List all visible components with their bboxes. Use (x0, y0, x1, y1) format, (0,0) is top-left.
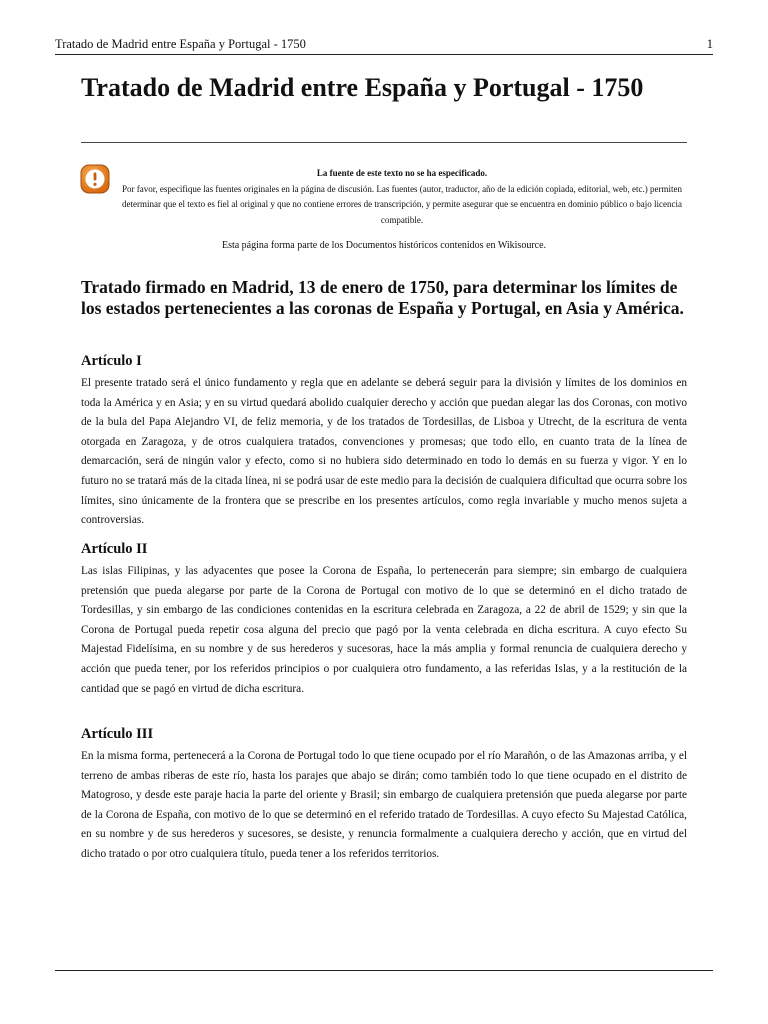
running-header-title: Tratado de Madrid entre España y Portugal - 1750 (55, 37, 306, 51)
warning-icon (80, 164, 110, 194)
article-1-text: El presente tratado será el único fundamento y regla que en adelante se deberá seguir para la división y límites de los dominios en toda la América y en Asia; y en su virtud quedará abolido cualquier derecho y acción que puedan alegar las dos Coronas, con motivo de la bula del Papa Alejandro VI, de feliz memoria, y de los tratados de Tordesillas, de Lisboa y Utrecht, de la escritura de venta otorgada en Zaragoza, y de otros cualquiera tratados, convenciones y promesas; que todo ello, en cuanto trata de la línea de demarcación, será de ningún valor y efecto, como si no hubiera sido determinado en todo lo demás en su fuerza y vigor. Y en lo futuro no se tratará más de la citada línea, ni se podrá usar de este medio para la decisión de cualquiera dificultad que ocurra sobre los límites, sino únicamente de la frontera que se prescribe en los presentes artículos, como regla invariable y mucho menos sujeta a controversias. (81, 377, 687, 527)
article-2-heading: Artículo II (81, 541, 148, 557)
article-2-text: Las islas Filipinas, y las adyacentes que posee la Corona de España, lo pertenecerán para siempre; sin embargo de cualquiera pretensión que pueda alegarse por parte de la Corona de Portugal con motivo de lo que se determinó en el dicho tratado de Tordesillas, y sin embargo de las condiciones contenidas en la escritura celebrada en Zaragoza, a 22 de abril de 1529; y sin que la Corona de Portugal pueda repetir cosa alguna del precio que pagó por la venta celebrada en dicha escritura. A cuyo efecto Su Majestad Fidelísima, en su nombre y de sus herederos y sucesoras, hace la más amplia y formal renuncia de cualquiera derecho y acción que pueda tener, por los referidos principios o por cualquiera otro fundamento, a las referidas Islas, y a la restitución de la cantidad que se pagó en virtud de dicha escritura. (81, 565, 687, 695)
page-title: Tratado de Madrid entre España y Portugal - 1750 (81, 73, 644, 102)
notice-heading: La fuente de este texto no se ha especificado. (316, 168, 488, 178)
notice-body: Por favor, especifique las fuentes originales en la página de discusión. Las fuentes (autor, traductor, año de la edición copiada, editorial, web, etc.) permiten determinar que el texto es fiel al original y que no contiene errores de transcripción, y permite asegurar que se encuentra en dominio público o bajo licencia compatible. (121, 183, 683, 225)
article-1-heading: Artículo I (81, 353, 142, 369)
article-3-text: En la misma forma, pertenecerá a la Corona de Portugal todo lo que tiene ocupado por el río Marañón, o de las Amazonas arriba, y el terreno de ambas riberas de este río, hasta los parajes que abajo se dirán; como también todo lo que tiene ocupado en el distrito de Matogroso, y desde este paraje hacia la parte del oriente y Brasil; sin embargo de cualquiera pretensión que pueda alegarse por parte de la Corona de España, con motivo de lo que se determinó en el referido tratado de Tordesillas. A cuyo efecto Su Majestad Católica, en su nombre y de sus herederos y sucesores, se desiste, y renuncia formalmente a cualquiera derecho y acción, que en virtud del dicho tratado o por otro cualquiera título, pueda tener a los referidos territorios. (81, 750, 687, 860)
document-heading: Tratado firmado en Madrid, 13 de enero de 1750, para determinar los límites de los estados pertenecientes a las coronas de España y Portugal, en Asia y América. (81, 277, 684, 318)
article-3-heading: Artículo III (81, 726, 154, 742)
footer-divider (55, 970, 713, 971)
collection-note: Esta página forma parte de los Documentos históricos contenidos en Wikisource. (221, 240, 547, 251)
page-number: 1 (706, 37, 713, 51)
title-divider (81, 142, 687, 143)
source-notice (112, 166, 692, 228)
running-header (55, 34, 713, 55)
